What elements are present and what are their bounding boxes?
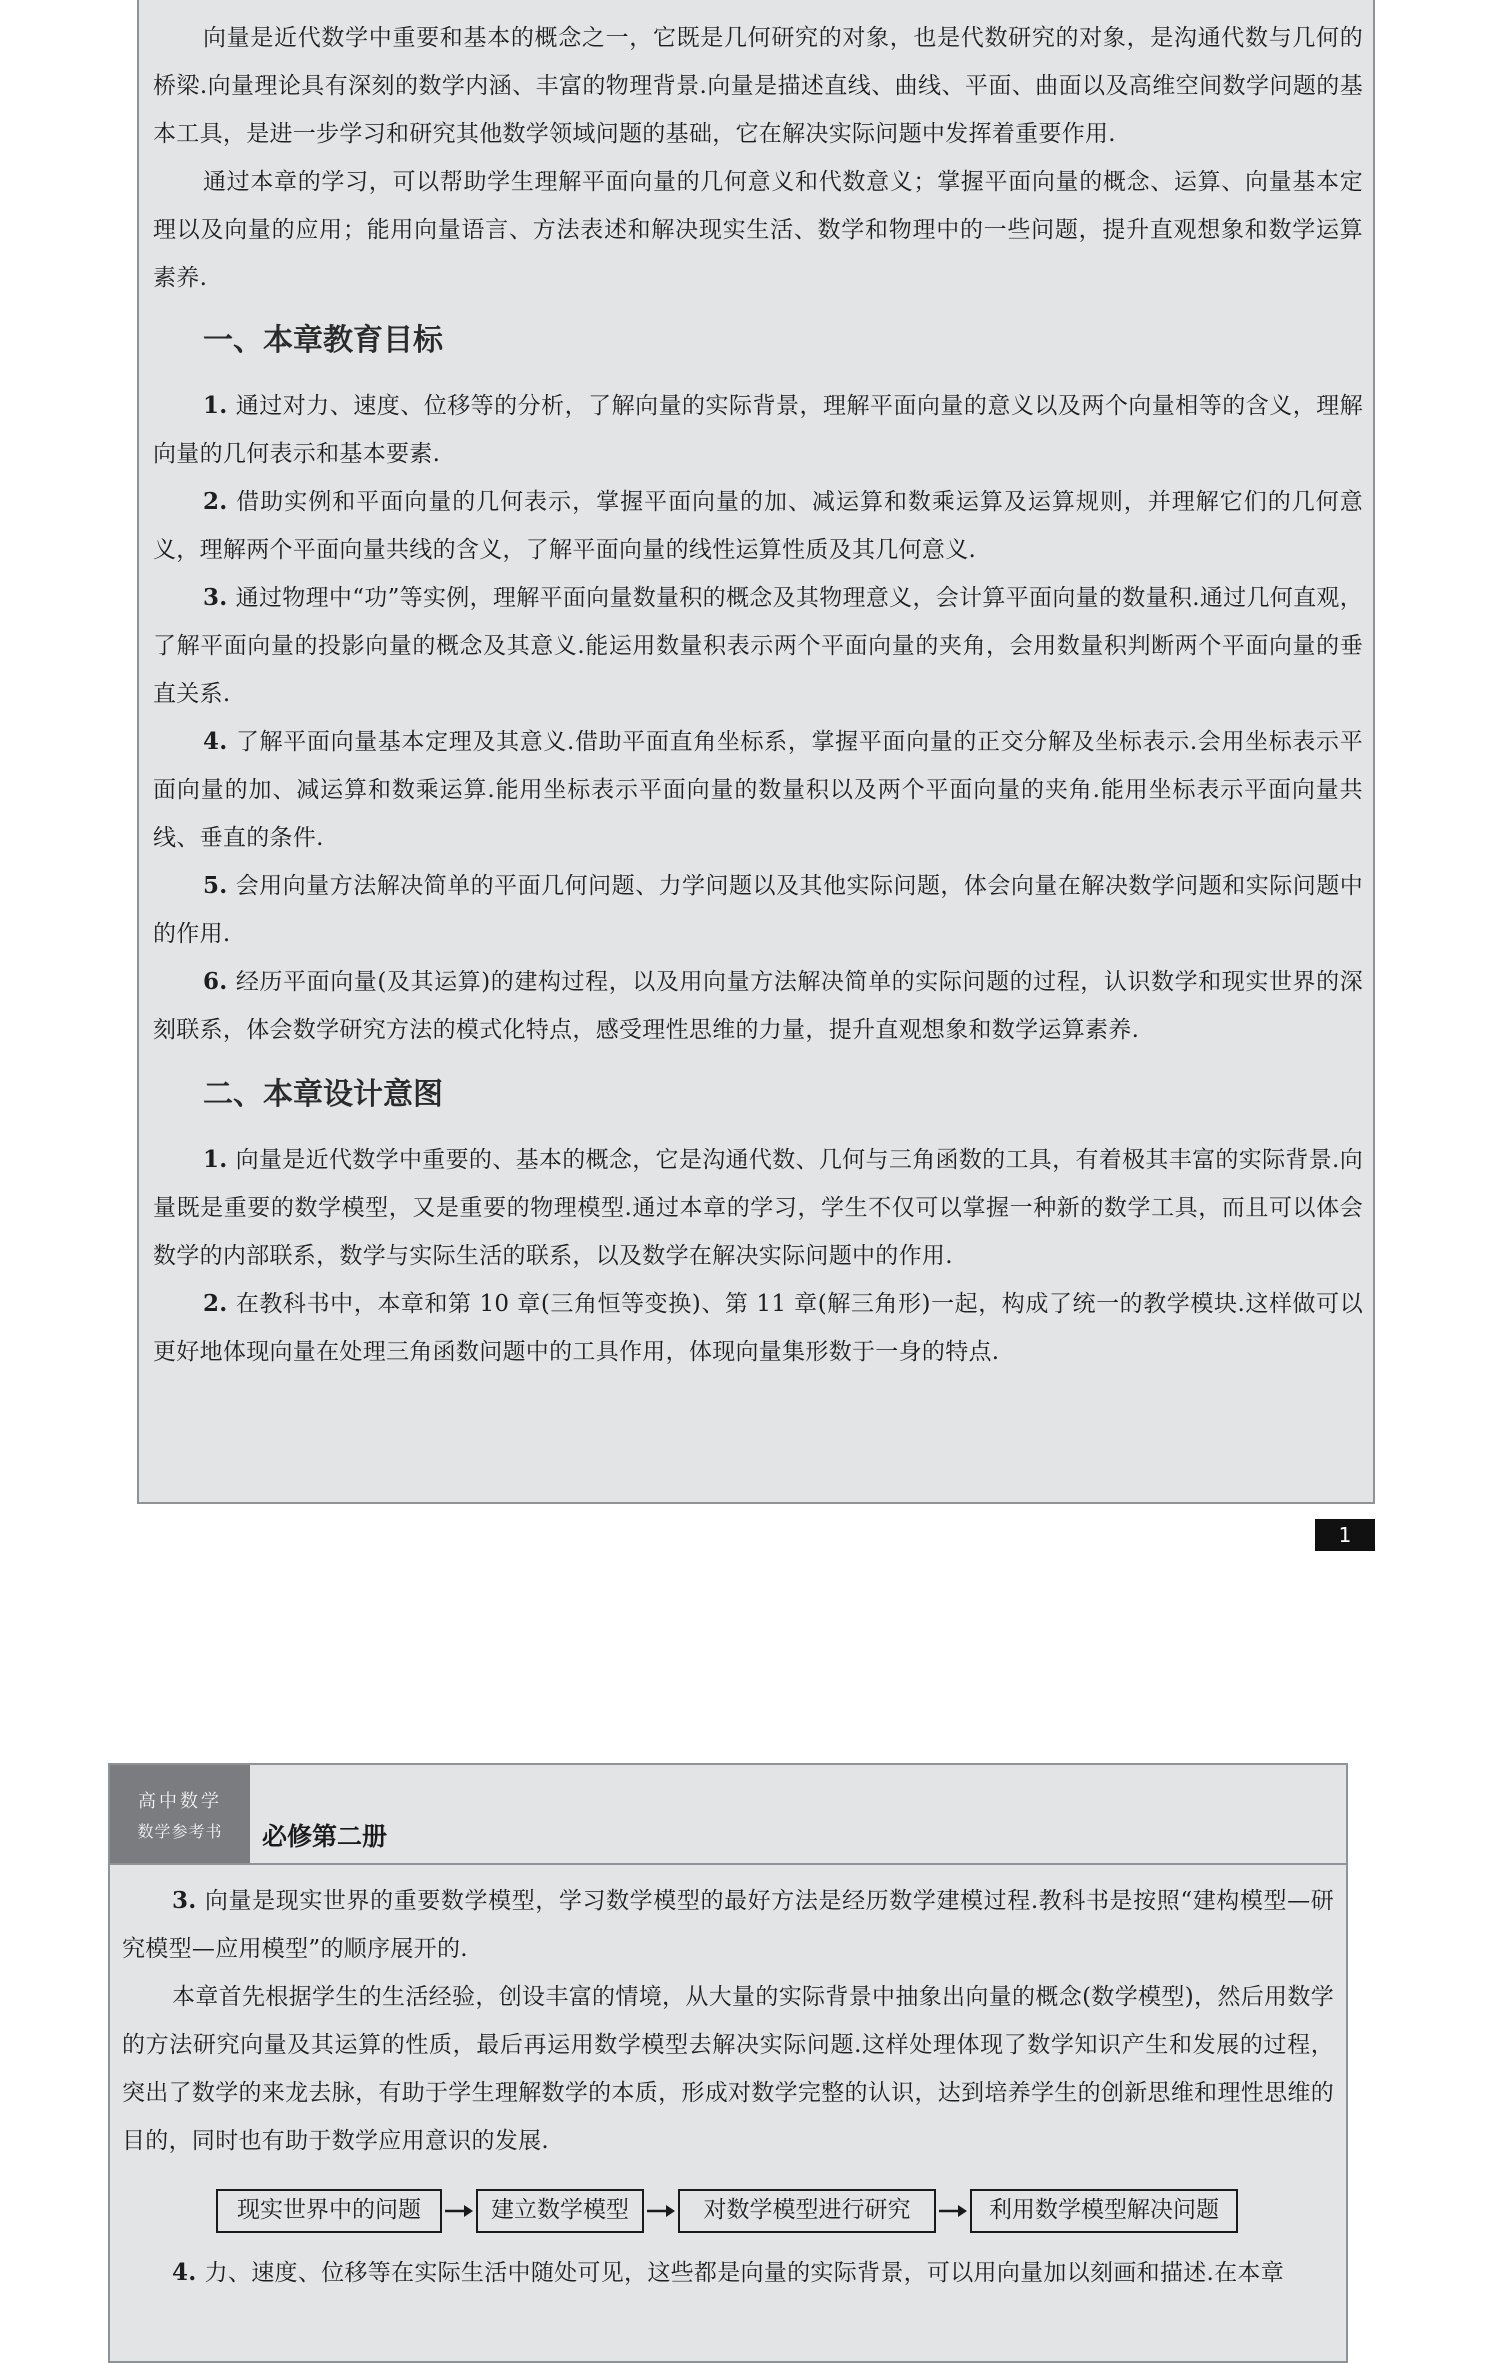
design-item-3-number: 3. — [172, 1887, 197, 1914]
goal-item-5-text: 会用向量方法解决简单的平面几何问题、力学问题以及其他实际问题，体会向量在解决数学问题和实际问题中的作用. — [153, 873, 1363, 947]
goal-item-6 — [153, 958, 1363, 1054]
design-paragraph: 本章首先根据学生的生活经验，创设丰富的情境，从大量的实际背景中抽象出向量的概念(数学模型)，然后用数学的方法研究向量及其运算的性质，最后再运用数学模型去解决实际问题.这样处理体现了数学知识产生和发展的过程，突出了数学的来龙去脉，有助于学生理解数学的本质，形成对数学完整的认识，达到培养学生的创新思维和理性思维的目的，同时也有助于数学应用意识的发展. — [122, 1984, 1334, 2154]
intro-paragraph-2: 通过本章的学习，可以帮助学生理解平面向量的几何意义和代数意义；掌握平面向量的概念、运算、向量基本定理以及向量的应用；能用向量语言、方法表述和解决现实生活、数学和物理中的一些问题，提升直观想象和数学运算素养. — [153, 169, 1363, 291]
design-item-4 — [122, 2249, 1334, 2297]
page-1-body — [153, 14, 1363, 1376]
arrow-icon — [444, 2201, 474, 2221]
series-label — [110, 1765, 250, 1863]
design-item-2 — [153, 1280, 1363, 1376]
design-item-1-number: 1. — [203, 1146, 228, 1173]
goal-item-3-number: 3. — [203, 584, 228, 611]
goal-item-2-number: 2. — [203, 488, 228, 515]
goal-item-6-text: 经历平面向量(及其运算)的建构过程，以及用向量方法解决简单的实际问题的过程，认识数学和现实世界的深刻联系，体会数学研究方法的模式化特点，感受理性思维的力量，提升直观想象和数学运算素养. — [153, 969, 1363, 1043]
flow-box-4: 利用数学模型解决问题 — [970, 2189, 1238, 2233]
page-header — [110, 1765, 1346, 1865]
flow-box-2: 建立数学模型 — [476, 2189, 644, 2233]
goal-item-4-text: 了解平面向量基本定理及其意义.借助平面直角坐标系，掌握平面向量的正交分解及坐标表示.会用坐标表示平面向量的加、减运算和数乘运算.能用坐标表示平面向量的数量积以及两个平面向量的夹角.能用坐标表示平面向量共线、垂直的条件. — [153, 729, 1363, 851]
design-item-3-text: 向量是现实世界的重要数学模型，学习数学模型的最好方法是经历数学建模过程.教科书是按照“建构模型—研究模型—应用模型”的顺序展开的. — [122, 1888, 1334, 1962]
series-line-2: 数学参考书 — [137, 1822, 223, 1841]
design-item-2-number: 2. — [203, 1290, 228, 1317]
arrow-icon — [938, 2201, 968, 2221]
page-number: 1 — [1315, 1519, 1375, 1551]
goal-item-1-text: 通过对力、速度、位移等的分析，了解向量的实际背景，理解平面向量的意义以及两个向量相等的含义，理解向量的几何表示和基本要素. — [153, 393, 1363, 467]
arrow-icon — [646, 2201, 676, 2221]
flow-box-1: 现实世界中的问题 — [216, 2189, 442, 2233]
goal-item-5 — [153, 862, 1363, 958]
section-2-title: 二、本章设计意图 — [203, 1077, 443, 1112]
goal-item-2-text: 借助实例和平面向量的几何表示，掌握平面向量的加、减运算和数乘运算及运算规则，并理解它们的几何意义，理解两个平面向量共线的含义，了解平面向量的线性运算性质及其几何意义. — [153, 489, 1363, 563]
goal-item-3 — [153, 574, 1363, 718]
design-item-4-number: 4. — [172, 2259, 197, 2286]
goal-item-4-number: 4. — [203, 728, 228, 755]
design-item-4-text: 力、速度、位移等在实际生活中随处可见，这些都是向量的实际背景，可以用向量加以刻画和描述.在本章 — [204, 2260, 1285, 2286]
design-item-1 — [153, 1136, 1363, 1280]
page-2-body — [122, 1877, 1334, 2297]
intro-paragraph-1: 向量是近代数学中重要和基本的概念之一，它既是几何研究的对象，也是代数研究的对象，是沟通代数与几何的桥梁.向量理论具有深刻的数学内涵、丰富的物理背景.向量是描述直线、曲线、平面、曲面以及高维空间数学问题的基本工具，是进一步学习和研究其他数学领域问题的基础，它在解决实际问题中发挥着重要作用. — [153, 25, 1363, 147]
goal-item-4 — [153, 718, 1363, 862]
design-item-2-text: 在教科书中，本章和第 10 章(三角恒等变换)、第 11 章(解三角形)一起，构成了统一的教学模块.这样做可以更好地体现向量在处理三角函数问题中的工具作用，体现向量集形数于一身的特点. — [153, 1291, 1363, 1365]
page-2 — [108, 1763, 1348, 2363]
section-1-title: 一、本章教育目标 — [203, 323, 443, 358]
goal-item-3-text: 通过物理中“功”等实例，理解平面向量数量积的概念及其物理意义，会计算平面向量的数量积.通过几何直观，了解平面向量的投影向量的概念及其意义.能运用数量积表示两个平面向量的夹角，会用数量积判断两个平面向量的垂直关系. — [153, 585, 1363, 707]
goal-item-1-number: 1. — [203, 392, 228, 419]
page-1 — [137, 0, 1375, 1504]
modeling-flowchart — [122, 2173, 1334, 2249]
goal-item-1 — [153, 382, 1363, 478]
volume-title: 必修第二册 — [262, 1822, 388, 1851]
design-item-3 — [122, 1877, 1334, 1973]
flow-box-3: 对数学模型进行研究 — [678, 2189, 936, 2233]
design-item-1-text: 向量是近代数学中重要的、基本的概念，它是沟通代数、几何与三角函数的工具，有着极其丰富的实际背景.向量既是重要的数学模型，又是重要的物理模型.通过本章的学习，学生不仅可以掌握一种新的数学工具，而且可以体会数学的内部联系，数学与实际生活的联系，以及数学在解决实际问题中的作用. — [153, 1147, 1363, 1269]
series-line-1: 高中数学 — [138, 1791, 222, 1812]
goal-item-2 — [153, 478, 1363, 574]
goal-item-5-number: 5. — [203, 872, 228, 899]
goal-item-6-number: 6. — [203, 968, 228, 995]
